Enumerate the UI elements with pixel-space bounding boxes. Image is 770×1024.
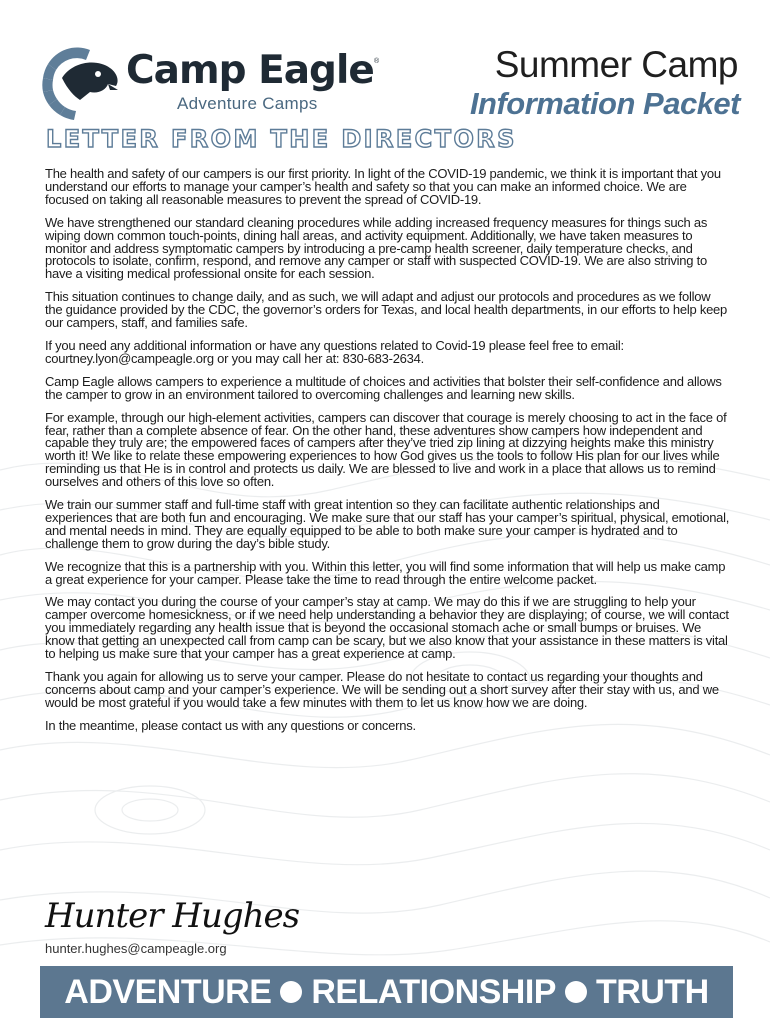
- letter-paragraph: We train our summer staff and full-time staff with great intention so they can facilitate authentic relationships and experiences that are both fun and encouraging. We make sure that our staff has your camper’s spiritual, physical, emotional, and mental needs in mind. They are equally equipped to be able to both make sure your camper is hydrated and to challenge them to grow during the day’s bible study.: [45, 497, 730, 551]
- footer-value-truth: TRUTH: [595, 972, 709, 1011]
- signature-email[interactable]: hunter.hughes@campeagle.org: [45, 941, 227, 956]
- footer-values-bar: [40, 966, 733, 1018]
- letter-paragraph: We have strengthened our standard cleaning procedures while adding increased frequency measures for things such as wiping down common touch-points, dining hall areas, and activity equipment. Additionally, we have taken measures to monitor and address symptomatic campers by introducing a pre-camp health screener, daily temperature checks, and protocols to isolate, confirm, respond, and remove any camper or staff with suspected COVID-19. We are also striving to have a visiting medical professional onsite for each session.: [45, 214, 708, 282]
- brand-tagline: Adventure Camps: [177, 94, 318, 113]
- letter-paragraph: We may contact you during the course of your camper’s stay at camp. We may do this if we are struggling to help your camper overcome homesickness, or if we need help understanding a behavior they are displaying; of course, we will contact you immediately regarding any health issue that is beyond the occasional stomach ache or small bumps or bruises. We know that getting an unexpected call from camp can be scary, but we also know that your assistance in these matters is vital to helping us make sure that your camper has a great experience at camp.: [45, 594, 729, 662]
- letter-paragraph: Thank you again for allowing us to serve your camper. Please do not hesitate to contact us regarding your thoughts and concerns about camp and your camper’s experience. We will be sending out a short survey after their stay with us, and we would be most grateful if you would take a few minutes with them to let us know how we are doing.: [45, 669, 719, 710]
- document-title: Summer Camp: [494, 44, 738, 85]
- footer-value-adventure: ADVENTURE: [64, 972, 272, 1011]
- document-subtitle: Information Packet: [469, 86, 740, 121]
- footer-value-relationship: RELATIONSHIP: [311, 972, 556, 1011]
- letter-paragraph: We recognize that this is a partnership with you. Within this letter, you will find some information that will help us make camp a great experience for your camper. Please take the time to read through the entire welcome packet.: [45, 558, 726, 587]
- brand-name: Camp Eagle: [126, 48, 374, 93]
- letter-body: [45, 168, 730, 743]
- registered-mark: ®: [374, 58, 380, 65]
- signature: Hunter Hughes: [45, 896, 300, 936]
- letter-paragraph: Camp Eagle allows campers to experience a multitude of choices and activities that bolster their self-confidence and allows the camper to grow in an environment tailored to overcoming challenges and learning new skills.: [45, 373, 722, 402]
- eagle-head-icon: [40, 44, 120, 122]
- bullet-dot-icon: [280, 981, 302, 1003]
- camp-eagle-logo[interactable]: [40, 44, 390, 124]
- section-heading: LETTER FROM THE DIRECTORS: [46, 125, 517, 153]
- bullet-dot-icon: [565, 981, 587, 1003]
- letter-paragraph: If you need any additional information or have any questions related to Covid-19 please feel free to email: courtney.lyon@campeagle.org or you may call her at: 830-683-2634.: [45, 337, 624, 366]
- letter-paragraph: This situation continues to change daily, and as such, we will adapt and adjust our protocols and procedures as we follow the guidance provided by the CDC, the governor’s orders for Texas, and local health departments, in our efforts to help keep our campers, staff, and families safe.: [45, 289, 728, 331]
- footer-values: [40, 966, 733, 1018]
- letter-paragraph: In the meantime, please contact us with any questions or concerns.: [45, 717, 416, 733]
- letter-paragraph: For example, through our high-element activities, campers can discover that courage is merely choosing to act in the face of fear, rather than a complete absence of fear. On the other hand, these adventures show campers how independent and capable they truly are; the empowered faces of campers after they’ve tried zip lining at dizzying heights make this ministry worth it! We like to relate these empowering experiences to how God gives us the tools to follow His plan for our lives while reminding us that He is in control and protects us daily. We are blessed to live and work in a place that allows us to remind ourselves and others of this love so often.: [45, 409, 727, 490]
- letter-paragraph: The health and safety of our campers is our first priority. In light of the COVID-19 pandemic, we think it is important that you understand our efforts to manage your camper’s health and safety so that you can make an informed choice. We are focused on taking all reasonable measures to prevent the spread of COVID-19.: [45, 166, 721, 207]
